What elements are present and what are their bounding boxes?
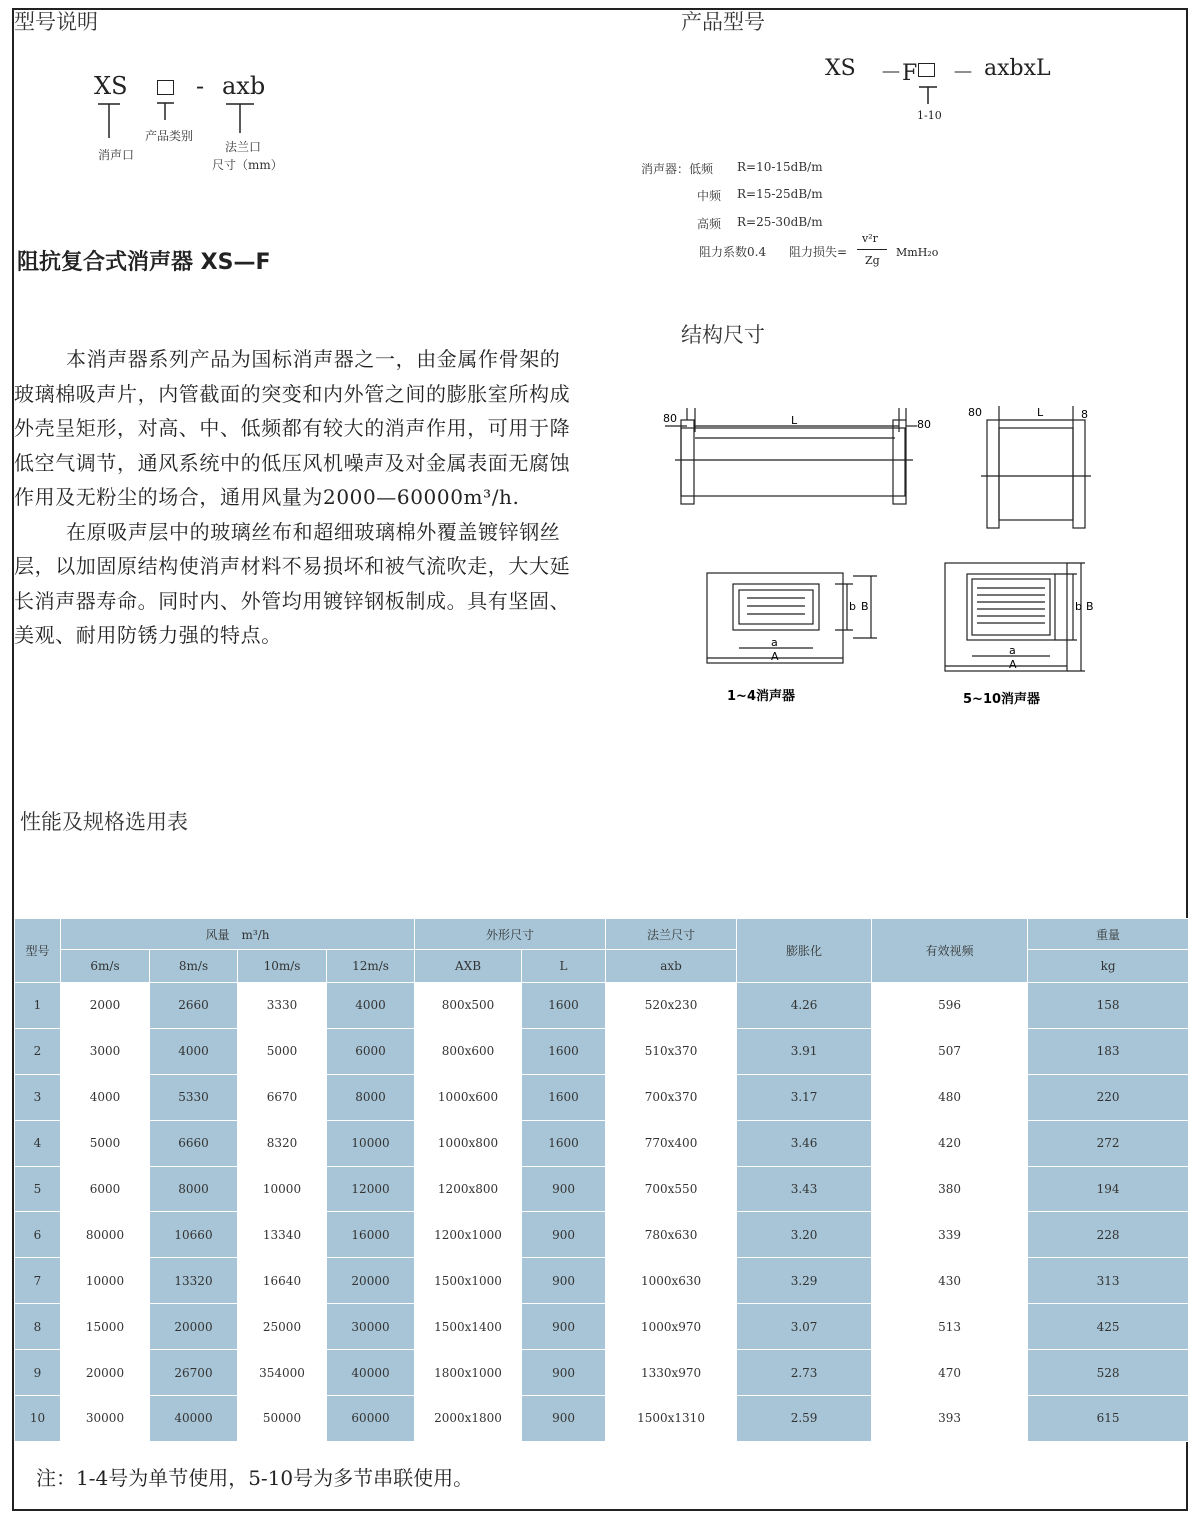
cell-outer-axb: 1500x1400 [415,1304,522,1350]
cell-airflow-8: 13320 [150,1258,238,1304]
description-para-1: 本消声器系列产品为国标消声器之一，由金属作骨架的玻璃棉吸声片，内管截面的突变和内外管之间的膨胀室所构成外壳呈矩形，对高、中、低频都有较大的消声作用，可用于降低空气调节，通风系统中的低压风机噪声及对金属表面无腐蚀作用及无粉尘的场合，通用风量为2000—60000m³/h. [14,347,571,509]
param-resistance-loss: 阻力损失= [789,245,848,259]
label-inlet: 消声口 [98,148,135,162]
cell-outer-axb: 1000x800 [415,1120,522,1166]
col-header-weight: 重量 [1028,919,1189,950]
cell-airflow-12: 20000 [327,1258,415,1304]
cell-airflow-6: 30000 [61,1396,150,1442]
param-high-label: 高频 [697,217,722,231]
dim-80-right-1: 80 [917,418,931,431]
cell-flange-axb: 1000x970 [606,1304,737,1350]
cell-weight: 194 [1028,1166,1189,1212]
cell-model: 8 [15,1304,61,1350]
param-mid-label: 中频 [697,189,722,203]
dim-80-left-1: 80 [663,412,677,425]
section-view-1-4 [707,573,877,663]
table-row [15,1396,1189,1442]
product-code-dash: － [952,61,975,86]
cell-airflow-6: 10000 [61,1258,150,1304]
cell-airflow-6: 4000 [61,1074,150,1120]
cell-airflow-8: 4000 [150,1028,238,1074]
cell-expansion: 2.59 [737,1396,872,1442]
dim-80-left-2: 80 [968,406,982,419]
cell-weight: 528 [1028,1350,1189,1396]
cell-airflow-10: 25000 [238,1304,327,1350]
cell-weight: 272 [1028,1120,1189,1166]
col-header-L: L [522,950,606,983]
structure-heading: 结构尺寸 [681,323,765,347]
cell-flange-axb: 770x400 [606,1120,737,1166]
cell-airflow-10: 50000 [238,1396,327,1442]
dim-8-right-2: 8 [1081,408,1088,421]
product-code-xs: XS [825,56,856,81]
cell-outer-L: 900 [522,1396,606,1442]
col-header-6ms: 6m/s [61,950,150,983]
cell-airflow-10: 354000 [238,1350,327,1396]
cell-outer-L: 1600 [522,983,606,1029]
cell-outer-axb: 800x500 [415,983,522,1029]
model-code-dash: - [196,72,205,100]
structure-drawings [655,398,1095,718]
cell-expansion: 3.43 [737,1166,872,1212]
cell-flange-axb: 520x230 [606,983,737,1029]
col-header-kg: kg [1028,950,1189,983]
cell-effective: 513 [872,1304,1028,1350]
product-model-heading: 产品型号 [681,10,765,34]
dim-B-1: B [861,600,869,613]
cell-airflow-10: 16640 [238,1258,327,1304]
cell-airflow-12: 6000 [327,1028,415,1074]
cell-airflow-8: 20000 [150,1304,238,1350]
cell-airflow-10: 3330 [238,983,327,1029]
dim-a-1: a [771,636,778,649]
cell-airflow-10: 13340 [238,1212,327,1258]
side-view-5-10 [981,406,1091,528]
cell-outer-axb: 2000x1800 [415,1396,522,1442]
caption-1-4: 1~4消声器 [727,689,795,704]
col-header-model: 型号 [15,919,61,983]
cell-outer-L: 900 [522,1350,606,1396]
cell-expansion: 3.07 [737,1304,872,1350]
cell-flange-axb: 1000x630 [606,1258,737,1304]
param-frac-bar [857,249,887,250]
cell-flange-axb: 1330x970 [606,1350,737,1396]
cell-weight: 158 [1028,983,1189,1029]
cell-airflow-8: 6660 [150,1120,238,1166]
label-flange-line2: 尺寸（mm） [212,158,283,172]
cell-airflow-6: 6000 [61,1166,150,1212]
table-row [15,1304,1189,1350]
cell-airflow-6: 20000 [61,1350,150,1396]
cell-outer-L: 900 [522,1166,606,1212]
model-code-axb: axb [222,72,266,100]
param-high-value: R=25-30dB/m [737,215,823,229]
param-frac-num: v²r [862,232,878,245]
cell-expansion: 3.17 [737,1074,872,1120]
cell-expansion: 3.91 [737,1028,872,1074]
table-row [15,1028,1189,1074]
cell-model: 10 [15,1396,61,1442]
product-title: 阻抗复合式消声器 XS—F [17,250,271,275]
table-row [15,1350,1189,1396]
product-code-dims: axbxL [984,56,1051,81]
cell-airflow-6: 2000 [61,983,150,1029]
cell-expansion: 4.26 [737,983,872,1029]
col-header-effective: 有效视频 [872,919,1028,983]
cell-effective: 470 [872,1350,1028,1396]
cell-outer-L: 1600 [522,1120,606,1166]
col-header-flange: 法兰尺寸 [606,919,737,950]
cell-effective: 393 [872,1396,1028,1442]
cell-airflow-10: 8320 [238,1120,327,1166]
cell-effective: 380 [872,1166,1028,1212]
cell-model: 7 [15,1258,61,1304]
cell-weight: 183 [1028,1028,1189,1074]
cell-outer-axb: 1800x1000 [415,1350,522,1396]
cell-weight: 313 [1028,1258,1189,1304]
cell-effective: 339 [872,1212,1028,1258]
cell-flange-axb: 510x370 [606,1028,737,1074]
cell-airflow-8: 26700 [150,1350,238,1396]
col-header-8ms: 8m/s [150,950,238,983]
cell-airflow-12: 60000 [327,1396,415,1442]
cell-outer-L: 1600 [522,1074,606,1120]
param-resistance-coef: 阻力系数0.4 [699,245,767,259]
cell-airflow-12: 16000 [327,1212,415,1258]
cell-model: 2 [15,1028,61,1074]
dim-b-1: b [849,600,856,613]
param-frac-den: Zg [865,254,880,267]
table-row [15,1212,1189,1258]
cell-flange-axb: 700x370 [606,1074,737,1120]
table-row [15,1166,1189,1212]
col-header-airflow: 风量 m³/h [61,919,415,950]
cell-airflow-6: 3000 [61,1028,150,1074]
cell-expansion: 3.20 [737,1212,872,1258]
cell-airflow-12: 4000 [327,983,415,1029]
col-header-outer: 外形尺寸 [415,919,606,950]
cell-weight: 425 [1028,1304,1189,1350]
cell-effective: 480 [872,1074,1028,1120]
param-low-value: R=10-15dB/m [737,160,823,174]
col-header-12ms: 12m/s [327,950,415,983]
cell-outer-axb: 1500x1000 [415,1258,522,1304]
param-mid-value: R=15-25dB/m [737,187,823,201]
cell-effective: 420 [872,1120,1028,1166]
label-flange-line1: 法兰口 [225,140,262,154]
cell-flange-axb: 700x550 [606,1166,737,1212]
cell-airflow-12: 12000 [327,1166,415,1212]
cell-airflow-8: 40000 [150,1396,238,1442]
cell-flange-axb: 1500x1310 [606,1396,737,1442]
product-range: 1-10 [917,109,942,122]
cell-model: 1 [15,983,61,1029]
cell-airflow-10: 6670 [238,1074,327,1120]
cell-airflow-12: 30000 [327,1304,415,1350]
cell-airflow-10: 10000 [238,1166,327,1212]
table-row [15,983,1189,1029]
dim-b-2: b [1075,600,1082,613]
cell-airflow-6: 5000 [61,1120,150,1166]
dim-A-1: A [771,650,779,663]
spec-table-body [15,983,1189,1442]
cell-airflow-6: 80000 [61,1212,150,1258]
col-header-expansion: 膨胀化 [737,919,872,983]
cell-outer-axb: 1000x600 [415,1074,522,1120]
param-low-label: 消声器：低频 [641,162,714,176]
cell-expansion: 2.73 [737,1350,872,1396]
cell-outer-L: 900 [522,1304,606,1350]
col-header-AXB: AXB [415,950,522,983]
cell-airflow-10: 5000 [238,1028,327,1074]
product-code-f: －F [880,61,918,86]
param-unit: MmH₂o [896,246,939,259]
product-code-leader [916,84,940,106]
cell-airflow-8: 8000 [150,1166,238,1212]
cell-weight: 220 [1028,1074,1189,1120]
cell-effective: 507 [872,1028,1028,1074]
cell-expansion: 3.46 [737,1120,872,1166]
dim-A-2: A [1009,658,1017,671]
cell-model: 4 [15,1120,61,1166]
description-para-2: 在原吸声层中的玻璃丝布和超细玻璃棉外覆盖镀锌钢丝层，以加固原结构使消声材料不易损坏和被气流吹走，大大延长消声器寿命。同时内、外管均用镀锌钢板制成。具有坚固、美观、耐用防锈力强的特点。 [14,519,571,647]
model-code-xs: XS [94,72,128,100]
cell-airflow-12: 40000 [327,1350,415,1396]
cell-outer-L: 900 [522,1212,606,1258]
col-header-axb: axb [606,950,737,983]
cell-airflow-8: 5330 [150,1074,238,1120]
cell-expansion: 3.29 [737,1258,872,1304]
cell-airflow-8: 2660 [150,983,238,1029]
dim-a-2: a [1009,644,1016,657]
cell-outer-L: 1600 [522,1028,606,1074]
table-row [15,1074,1189,1120]
cell-outer-axb: 800x600 [415,1028,522,1074]
cell-weight: 615 [1028,1396,1189,1442]
cell-weight: 228 [1028,1212,1189,1258]
table-note: 注：1-4号为单节使用，5-10号为多节串联使用。 [36,1466,474,1490]
cell-outer-axb: 1200x800 [415,1166,522,1212]
model-code-box [157,80,174,95]
cell-model: 9 [15,1350,61,1396]
caption-5-10: 5~10消声器 [963,692,1041,707]
cell-airflow-12: 8000 [327,1074,415,1120]
cell-effective: 596 [872,983,1028,1029]
label-category: 产品类别 [145,129,194,143]
product-code-box [918,63,935,77]
cell-flange-axb: 780x630 [606,1212,737,1258]
cell-model: 6 [15,1212,61,1258]
cell-outer-L: 900 [522,1258,606,1304]
dim-L-2: L [1037,406,1044,419]
model-desc-heading: 型号说明 [14,10,98,34]
cell-airflow-12: 10000 [327,1120,415,1166]
dim-L-1: L [791,414,798,427]
cell-model: 3 [15,1074,61,1120]
spec-table [14,918,1189,1442]
table-row [15,1258,1189,1304]
cell-model: 5 [15,1166,61,1212]
cell-airflow-6: 15000 [61,1304,150,1350]
description [14,342,579,653]
cell-outer-axb: 1200x1000 [415,1212,522,1258]
cell-airflow-8: 10660 [150,1212,238,1258]
col-header-10ms: 10m/s [238,950,327,983]
cell-effective: 430 [872,1258,1028,1304]
dim-B-2: B [1086,600,1094,613]
table-heading: 性能及规格选用表 [20,810,188,834]
table-row [15,1120,1189,1166]
